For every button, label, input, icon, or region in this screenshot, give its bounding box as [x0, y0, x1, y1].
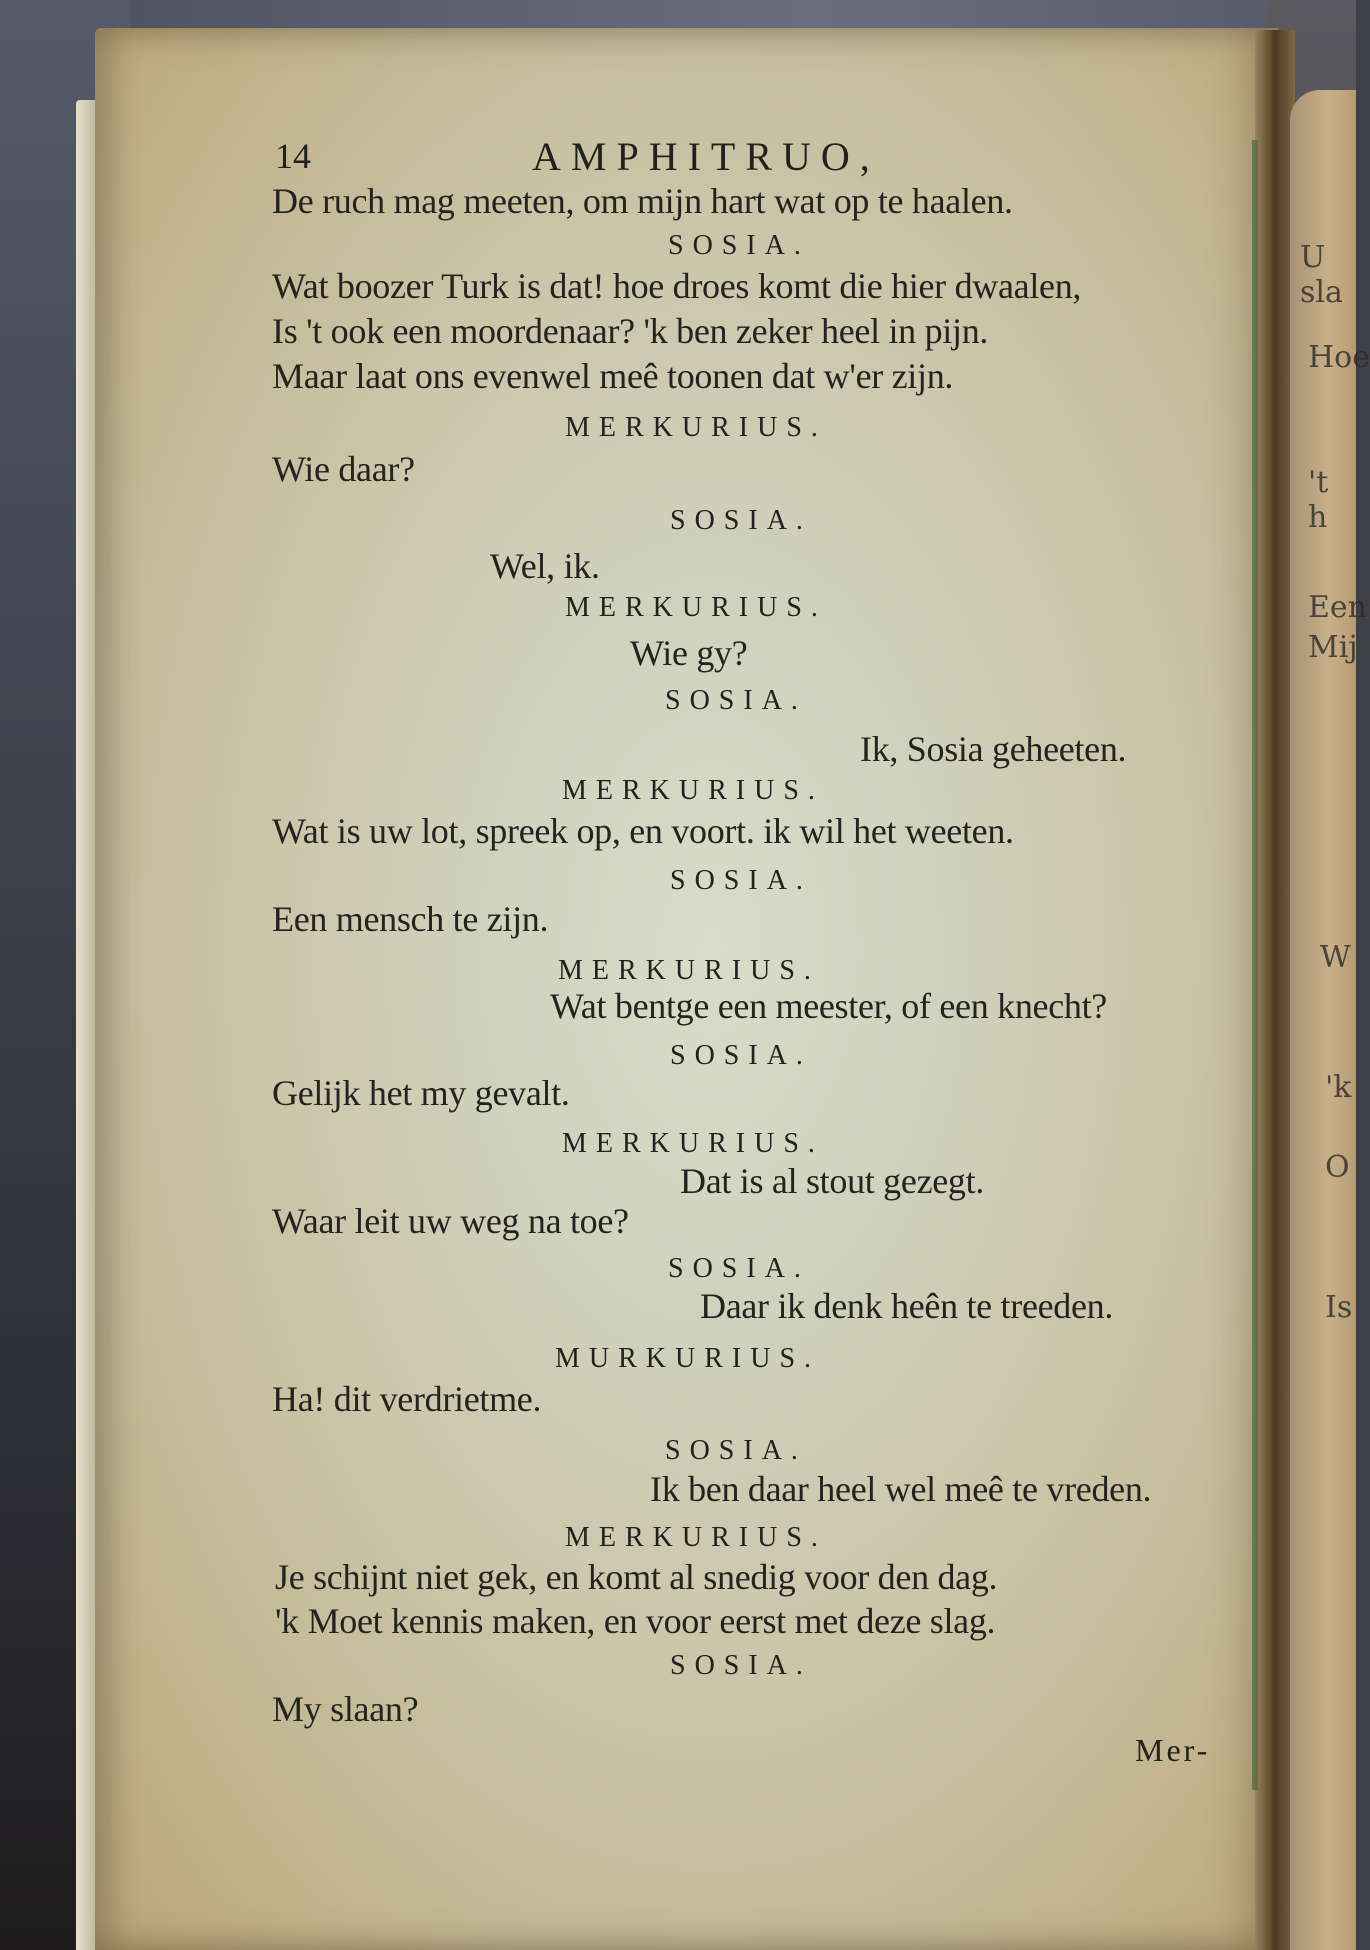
- verse-line: Maar laat ons evenwel meê toonen dat w'er zijn.: [272, 356, 954, 396]
- facing-page-text: Mij: [1308, 630, 1358, 665]
- speaker-name: MERKURIUS.: [565, 1522, 827, 1553]
- speaker-name: SOSIA.: [668, 1253, 810, 1284]
- speaker-name: MERKURIUS.: [565, 412, 827, 443]
- facing-page-text: O: [1325, 1150, 1350, 1185]
- verse-line: Ik ben daar heel wel meê te vreden.: [650, 1469, 1152, 1509]
- verse-line: Wie daar?: [272, 449, 415, 489]
- book-gutter: [1255, 30, 1295, 1950]
- facing-page-text: Is: [1325, 1290, 1353, 1325]
- speaker-name: SOSIA.: [665, 1435, 807, 1466]
- speaker-name: MERKURIUS.: [562, 1128, 824, 1159]
- facing-page-text: Een: [1308, 590, 1367, 625]
- verse-line: Ha! dit verdrietme.: [272, 1379, 542, 1419]
- verse-line: Wat boozer Turk is dat! hoe droes komt die hier dwaalen,: [272, 266, 1082, 306]
- verse-line: Ik, Sosia geheeten.: [860, 729, 1127, 769]
- verse-line: Je schijnt niet gek, en komt al snedig voor den dag.: [275, 1557, 998, 1597]
- verse-line: Een mensch te zijn.: [272, 899, 549, 939]
- speaker-name: MERKURIUS.: [565, 592, 827, 623]
- verse-line: De ruch mag meeten, om mijn hart wat op te haalen.: [272, 181, 1013, 221]
- page-number: 14: [275, 136, 311, 176]
- catchword: Mer-: [1135, 1732, 1211, 1768]
- speaker-name: SOSIA.: [670, 865, 812, 896]
- speaker-name: SOSIA.: [670, 1650, 812, 1681]
- verse-line: Wat is uw lot, spreek op, en voort. ik wil het weeten.: [272, 811, 1014, 851]
- speaker-name: SOSIA.: [665, 685, 807, 716]
- speaker-name: SOSIA.: [670, 1040, 812, 1071]
- facing-page-text: U sla: [1300, 240, 1343, 310]
- speaker-name: SOSIA.: [668, 230, 810, 261]
- facing-page-text: Hoe: [1308, 340, 1370, 375]
- speaker-name: MERKURIUS.: [558, 955, 820, 986]
- verse-line: Dat is al stout gezegt.: [680, 1161, 985, 1201]
- facing-page-text: 't h: [1308, 465, 1329, 535]
- verse-line: Wat bentge een meester, of een knecht?: [550, 986, 1107, 1026]
- verse-line: Wel, ik.: [490, 546, 600, 586]
- verse-line: Gelijk het my gevalt.: [272, 1073, 570, 1113]
- running-head: AMPHITRUO,: [532, 134, 880, 179]
- speaker-name: MURKURIUS.: [555, 1343, 821, 1374]
- verse-line: Is 't ook een moordenaar? 'k ben zeker heel in pijn.: [272, 311, 989, 351]
- facing-page-text: 'k: [1325, 1070, 1352, 1105]
- verse-line: Daar ik denk heên te treeden.: [700, 1286, 1114, 1326]
- speaker-name: SOSIA.: [670, 505, 812, 536]
- verse-line: Wie gy?: [630, 633, 748, 673]
- speaker-name: MERKURIUS.: [562, 775, 824, 806]
- cover-edge: [1252, 140, 1258, 1790]
- verse-line: 'k Moet kennis maken, en voor eerst met deze slag.: [275, 1601, 996, 1641]
- facing-page-text: W: [1320, 940, 1351, 975]
- verse-line: My slaan?: [272, 1689, 419, 1729]
- verse-line: Waar leit uw weg na toe?: [272, 1201, 629, 1241]
